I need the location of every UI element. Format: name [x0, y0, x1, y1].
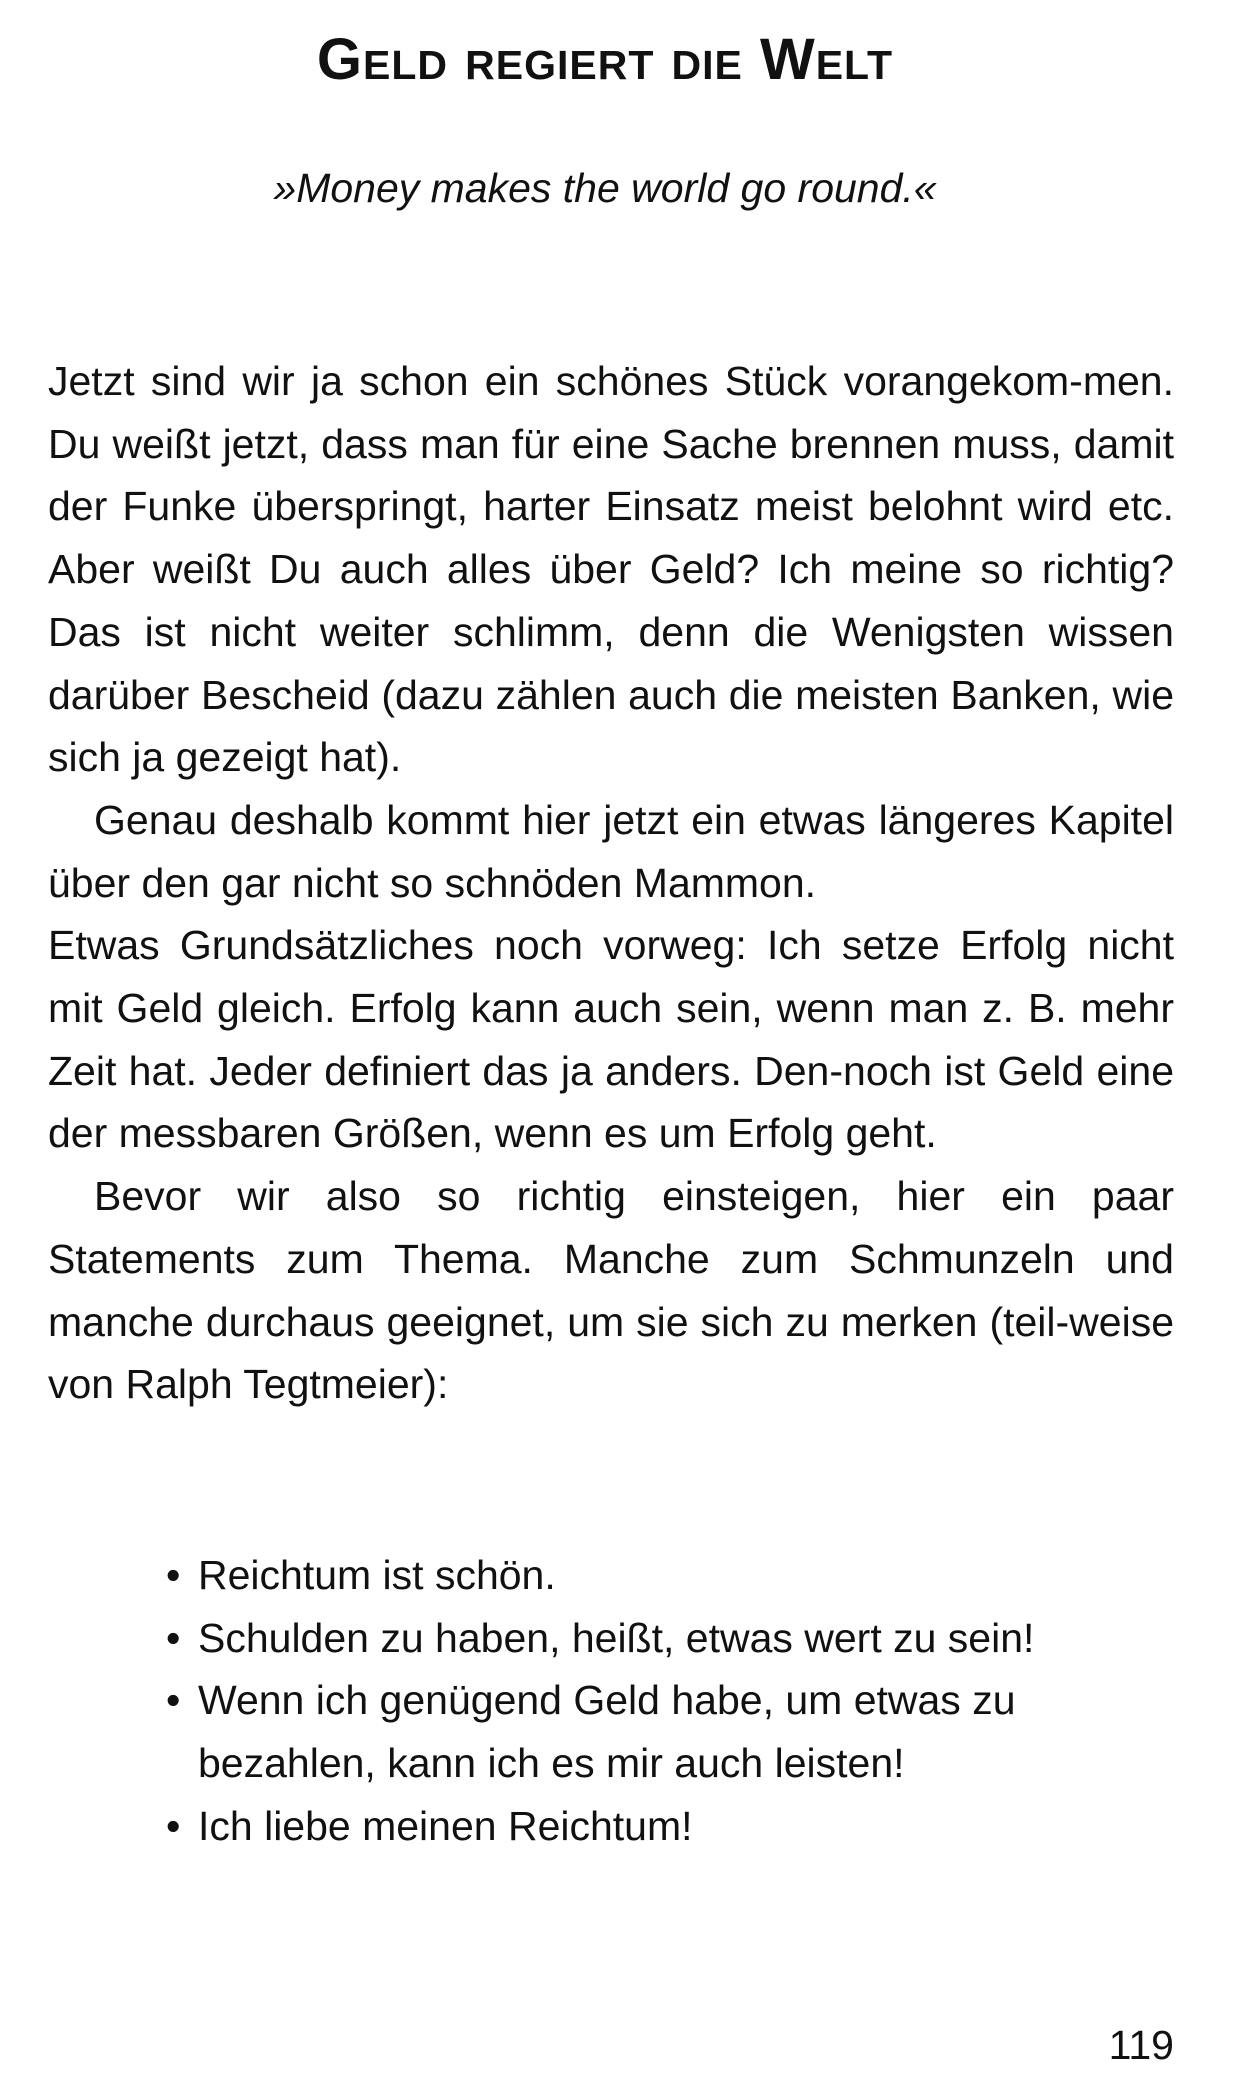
page-number: 119 — [1108, 2022, 1174, 2068]
chapter-title: Geld regiert die Welt — [316, 27, 894, 92]
bullet-icon: • — [166, 1802, 181, 1849]
bullet-icon: • — [166, 1677, 181, 1724]
bullet-icon: • — [166, 1552, 181, 1598]
chapter-motto: »Money makes the world go round.« — [273, 165, 937, 211]
list-item — [166, 1669, 1126, 1794]
list-item — [166, 1544, 1126, 1607]
paragraph: Etwas Grundsätzliches noch vorweg: Ich setze Erfolg nicht mit Geld gleich. Erfolg kann auch sein, wenn man z. B. mehr Zeit hat. Jeder definiert das ja anders. Den-noch ist Geld eine der messbaren Größen, wenn es um Erfolg geht. — [48, 922, 1174, 1157]
list-item-text: Schulden zu haben, heißt, etwas wert zu sein! — [198, 1614, 1035, 1661]
paragraph: Bevor wir also so richtig einsteigen, hier ein paar Statements zum Thema. Manche zum Schmunzeln und manche durchaus geeignet, um sie sich zu merken (teil-weise von Ralph Tegtmeier): — [48, 1173, 1174, 1408]
list-item-text: Wenn ich genügend Geld habe, um etwas zu bezahlen, kann ich es mir auch leisten! — [198, 1677, 1016, 1787]
bullet-icon: • — [166, 1614, 181, 1661]
list-item-text: Reichtum ist schön. — [198, 1552, 556, 1598]
list-item — [166, 1607, 1126, 1670]
list-item — [166, 1795, 1126, 1858]
paragraph: Genau deshalb kommt hier jetzt ein etwas längeres Kapitel über den gar nicht so schnöden Mammon. — [48, 796, 1174, 906]
body-text — [48, 350, 1174, 1416]
paragraph: Jetzt sind wir ja schon ein schönes Stück vorangekom-men. Du weißt jetzt, dass man für eine Sache brennen muss, damit der Funke überspringt, harter Einsatz meist belohnt wird etc. Aber weißt Du auch alles über Geld? Ich meine so richtig? Das ist nicht weiter schlimm, denn die Wenigsten wissen darüber Bescheid (dazu zählen auch die meisten Banken, wie sich ja gezeigt hat). — [48, 358, 1174, 781]
statement-list — [166, 1544, 1126, 1858]
list-item-text: Ich liebe meinen Reichtum! — [198, 1802, 693, 1849]
